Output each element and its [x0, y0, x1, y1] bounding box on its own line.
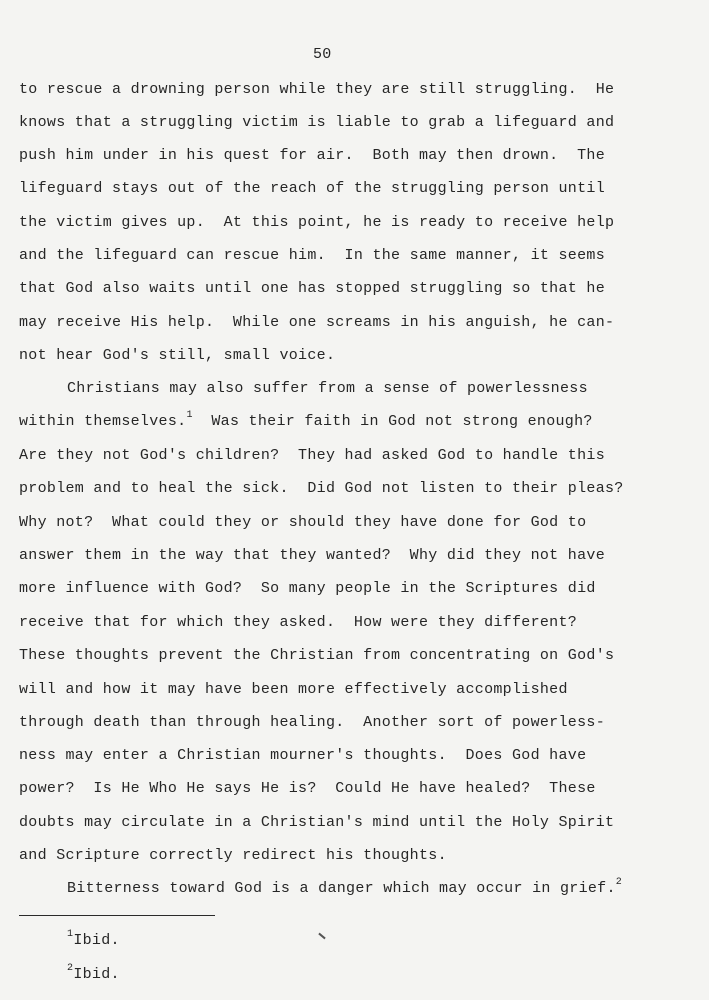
text-line: doubts may circulate in a Christian's mind until the Holy Spirit [19, 814, 615, 831]
footnote-mark-1: 1 [186, 410, 193, 421]
text-line: will and how it may have been more effectively accomplished [19, 681, 568, 698]
text-line: push him under in his quest for air. Both may then drown. The [19, 147, 605, 164]
text-span: within themselves. [19, 413, 187, 430]
text-line: lifeguard stays out of the reach of the struggling person until [19, 180, 605, 197]
text-line: power? Is He Who He says He is? Could He have healed? These [19, 780, 596, 797]
text-line: Why not? What could they or should they have done for God to [19, 514, 587, 531]
text-line: the victim gives up. At this point, he is ready to receive help [19, 214, 615, 231]
text-line-with-footnote [19, 410, 593, 430]
footnote-divider [19, 915, 215, 916]
text-span: Was their faith in God not strong enough? [192, 413, 593, 430]
text-line: ness may enter a Christian mourner's thoughts. Does God have [19, 747, 587, 764]
footnote-1 [67, 929, 120, 949]
page-number: 50 [313, 46, 332, 63]
text-line: may receive His help. While one screams in his anguish, he can- [19, 314, 615, 331]
text-line: that God also waits until one has stopped struggling so that he [19, 280, 605, 297]
footnote-number: 1 [67, 929, 74, 940]
text-line: not hear God's still, small voice. [19, 347, 336, 364]
text-line: to rescue a drowning person while they are still struggling. He [19, 81, 615, 98]
text-span: Bitterness toward God is a danger which may occur in grief. [67, 880, 616, 897]
text-line: These thoughts prevent the Christian from concentrating on God's [19, 647, 615, 664]
text-line: and Scripture correctly redirect his thoughts. [19, 847, 447, 864]
text-line: knows that a struggling victim is liable to grab a lifeguard and [19, 114, 615, 131]
text-line: through death than through healing. Another sort of powerless- [19, 714, 605, 731]
text-line: more influence with God? So many people in the Scriptures did [19, 580, 596, 597]
text-line: problem and to heal the sick. Did God not listen to their pleas? [19, 480, 624, 497]
text-line: and the lifeguard can rescue him. In the same manner, it seems [19, 247, 605, 264]
footnote-text: Ibid. [73, 932, 120, 949]
footnote-number: 2 [67, 963, 74, 974]
footnote-mark-2: 2 [615, 877, 623, 888]
text-line: answer them in the way that they wanted? Why did they not have [19, 547, 605, 564]
stray-pen-mark [318, 933, 325, 940]
text-line: receive that for which they asked. How were they different? [19, 614, 578, 631]
text-line-with-footnote [67, 877, 623, 897]
footnote-2 [67, 963, 120, 983]
text-line: Are they not God's children? They had asked God to handle this [19, 447, 605, 464]
footnote-text: Ibid. [73, 966, 120, 983]
text-line: Christians may also suffer from a sense of powerlessness [67, 380, 588, 397]
